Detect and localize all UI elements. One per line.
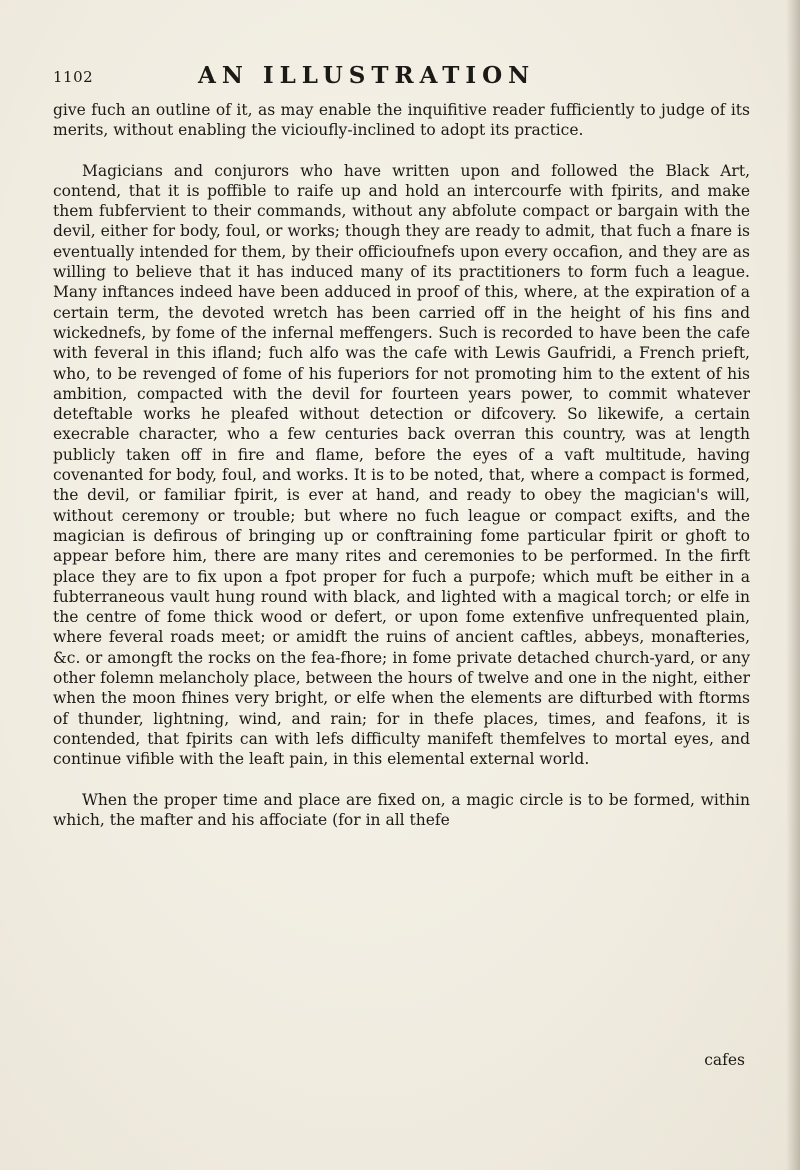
catchword: cafes: [704, 1051, 745, 1069]
paragraph-magic-circle: When the proper time and place are fixed on, a magic circle is to be formed, within which, the mafter and his affociate (for in all thefe: [53, 790, 750, 829]
page-edge-shadow: [786, 0, 800, 1170]
body-text: [53, 100, 750, 830]
page-number: 1102: [53, 68, 94, 86]
page-header: [53, 62, 753, 92]
paragraph-magicians: Magicians and conjurors who have written upon and followed the Black Art, contend, that it is poffible to raife up and hold an intercourfe with fpirits, and make them fubfervient to their commands, without any abfolute compact or bargain with the devil, either for body, foul, or works; though they are ready to admit, that fuch a fnare is eventually intended for them, by their officioufnefs upon every occafion, and they are as willing to believe that it has induced many of its practitioners to form fuch a league. Many inftances indeed have been adduced in proof of this, where, at the expiration of a certain term, the devoted wretch has been carried off in the height of his fins and wickednefs, by fome of the infernal meffengers. Such is recorded to have been the cafe with feveral in this ifland; fuch alfo was the cafe with Lewis Gaufridi, a French prieft, who, to be revenged of fome of his fuperiors for not promoting him to the extent of his ambition, compacted with the devil for fourteen years power, to commit whatever deteftable works he pleafed without detection or difcovery. So likewife, a certain execrable character, who a few centuries back overran this country, was at length publicly taken off in fire and flame, before the eyes of a vaft multitude, having covenanted for body, foul, and works. It is to be noted, that, where a compact is formed, the devil, or familiar fpirit, is ever at hand, and ready to obey the magician's will, without ceremony or trouble; but where no fuch league or compact exifts, and the magician is defirous of bringing up or conftraining fome particular fpirit or ghoft to appear before him, there are many rites and ceremonies to be performed. In the firft place they are to fix upon a fpot proper for fuch a purpofe; which muft be either in a fubterraneous vault hung round with black, and lighted with a magical torch; or elfe in the centre of fome thick wood or defert, or upon fome extenfive unfrequented plain, where feveral roads meet; or amidft the ruins of ancient caftles, abbeys, monafteries, &c. or amongft the rocks on the fea-fhore; in fome private detached church-yard, or any other folemn melancholy place, between the hours of twelve and one in the night, either when the moon fhines very bright, or elfe when the elements are difturbed with ftorms of thunder, lightning, wind, and rain; for in thefe places, times, and feafons, it is contended, that fpirits can with lefs difficulty manifeft themfelves to mortal eyes, and continue vifible with the leaft pain, in this elemental external world.: [53, 161, 750, 769]
paragraph-continuation: give fuch an outline of it, as may enable the inquifitive reader fufficiently to judge of its merits, without enabling the vicioufly-inclined to adopt its practice.: [53, 101, 750, 140]
running-head: AN ILLUSTRATION: [198, 62, 536, 89]
